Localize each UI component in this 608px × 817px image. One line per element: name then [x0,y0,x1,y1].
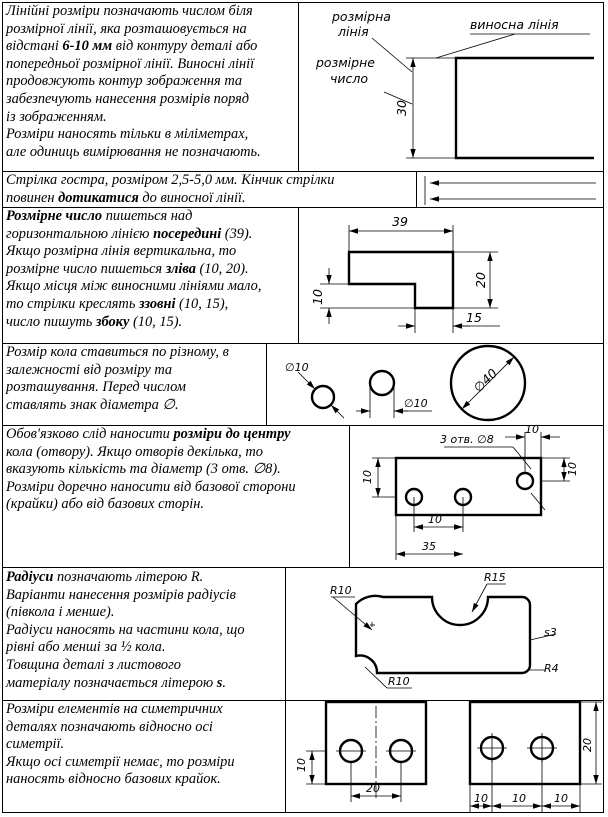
dim-value: 10 [474,792,488,805]
text-line: із зображенням. [6,108,107,125]
diam-label: ∅10 [285,361,309,374]
dim-value: 10 [554,792,568,805]
dim-value-39: 39 [392,214,408,229]
text-line: Розмір кола ставиться по різному, в [6,344,229,360]
dim-number-label: число [330,71,369,86]
text-line: але одиниць вимірювання не позначають. [6,143,261,160]
text-line: Якщо місця між виносними лініями мало, [6,278,262,295]
linear-dimension-drawing [315,9,594,158]
dim-line-label: розмірна [332,9,391,24]
dim-value: 10 [361,470,374,484]
ext-line-label: виносна лінія [470,17,559,32]
dim-value: 20 [366,782,380,795]
text-line: попередньої розмірної лінії. Виносні лінії [6,55,255,72]
text-line: Якщо осі симетрії немає, то розміри [6,753,235,770]
text-line: симетрії. [6,736,65,753]
radius-label: R10 [388,675,410,688]
dim-value: 35 [422,540,436,553]
thickness-label: s3 [544,626,557,639]
text-line: розмірне число пишеться зліва (10, 20). [6,260,249,277]
dim-value: 30 [394,100,409,116]
text-line: повинен дотикатися до виносної лінії. [6,189,246,206]
text-line: Розміри наносять тільки в міліметрах, [6,126,249,143]
text-line: Варіанти нанесення розмірів радіусів [6,586,236,603]
text-line: Розміри елементів на симетричних [6,701,223,717]
text-line: Товщина деталі з листового [6,656,181,673]
text-line: горизонтальною лінією посередині (39). [6,225,253,242]
dim-value: 10 [566,462,579,476]
dim-value: 10 [295,758,308,772]
text-line: деталях позначають відносно осі [6,718,213,735]
text-line: наносять відносно базових крайок. [6,771,221,788]
circle-dimension-drawing [285,346,525,420]
text-line: забезпечують нанесення розмірів поряд [6,90,250,107]
text-line: (крайки) або від базових сторін. [6,496,204,513]
dim-value: 10 [512,792,526,805]
text-line: кола (отвору). Якщо отворів декілька, то [6,443,263,460]
dim-value: 20 [581,738,594,752]
text-line: рівні або менші за ½ кола. [6,639,166,656]
dim-number-label: розмірне [316,55,375,70]
text-line: то стрілки креслять ззовні (10, 15), [6,295,229,312]
dim-value: 10 [428,513,442,526]
text-line: продовжують контур зображення та [6,73,243,90]
holes-dimension-drawing [361,423,579,560]
dim-line-label: лінія [338,24,369,39]
holes-label: 3 отв. ∅8 [440,433,494,446]
arrow-examples [425,176,596,205]
text-line: Радіуси наносять на частини кола, що [6,621,245,638]
text-line: відстані 6-10 мм від контуру деталі або [6,38,258,55]
text-line: Радіуси позначають літерою R. [6,569,204,585]
text-line: Розмірне число пишеться над [6,208,193,224]
diam-label: ∅10 [404,397,428,410]
text-line: матеріалу позначається літерою s. [6,674,226,691]
text-line: Обов'язково слід наносити розміри до центру [6,426,291,442]
symmetric-dimension-drawing [295,702,602,812]
dim-value-20: 20 [473,272,488,288]
text-line: Стрілка гостра, розміром 2,5-5,0 мм. Кінчик стрілки [6,172,335,188]
text-line: Лінійні розміри позначають числом біля [6,3,253,19]
text-line: Якщо розмірна лінія вертикальна, то [6,243,237,260]
radius-dimension-drawing [330,571,559,688]
text-line: число пишуть збоку (10, 15). [6,313,183,330]
dim-value: 10 [525,423,539,436]
text-line: залежності від розміру та [6,361,173,378]
radius-label: R4 [544,662,559,675]
dim-value-15: 15 [466,310,482,325]
radius-label: R10 [330,584,352,597]
text-line: вказують кількість та діаметр (3 отв. ∅8). [6,461,281,478]
radius-label: R15 [484,571,506,584]
text-line: розмірної лінії, яка розташовується на [6,20,247,37]
text-line: ставлять знак діаметра ∅. [6,396,179,413]
text-line: розташування. Перед числом [6,379,186,396]
diam-label-big: ∅40 [470,365,501,396]
dim-value-10: 10 [310,289,325,305]
text-line: (півкола і менше). [6,604,115,621]
dimension-number-drawing [310,214,500,333]
text-line: Розміри доречно наносити від базової сторони [6,478,296,495]
